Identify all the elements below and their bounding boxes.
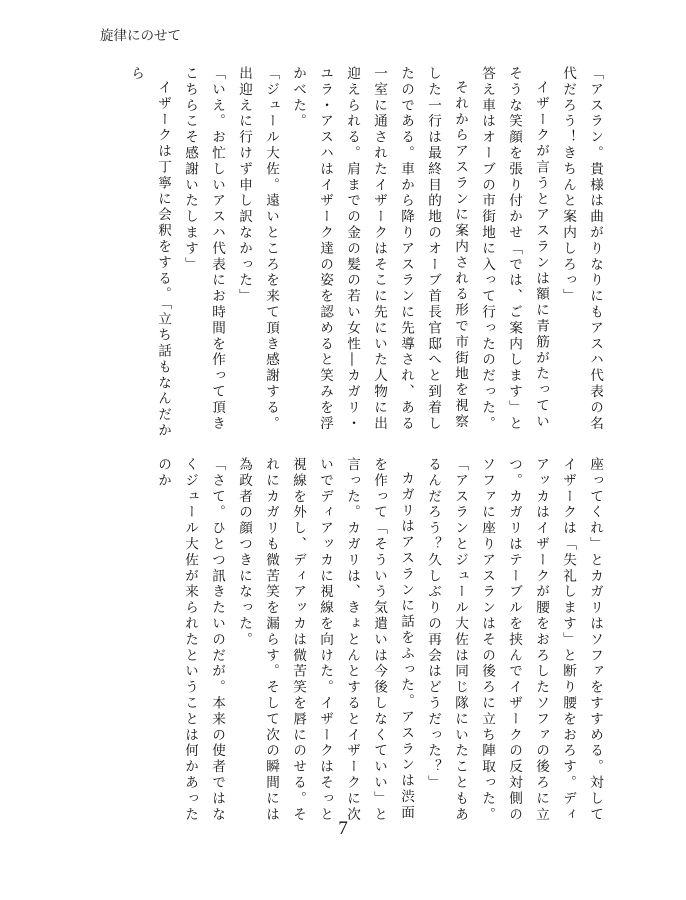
page-number: 7 [338, 818, 348, 839]
lower-text-block [108, 457, 608, 829]
paragraph: 「さて。ひとつ訊きたいのだが。本来の使者ではなくジュール大佐が来られたということは何かあったのか [155, 457, 225, 823]
paragraph: 「ジュール大佐。遠いところを来て頂き感謝する。出迎えに行けず申し訳なかった」 [236, 66, 279, 432]
paragraph: 「いえ。お忙しいアスハ代表にお時間を作って頂きこちらこそ感謝いたします」 [182, 66, 225, 432]
paragraph: 座ってくれ」とカガリはソファをすすめる。対してイザークは「失礼します」と断り腰をおろす。ディアッカはイザークが腰をおろしたソファの後ろに立つ。カガリはテーブルを挟んでイザークの反対側のソファに座りアスランはその後ろに立ち陣取った。 [479, 457, 603, 823]
paragraph: 「アスランとジュール大佐は同じ隊にいたこともあるんだろう？久しぶりの再会はどうだった？」 [425, 457, 468, 823]
paragraph: カガリはアスランに話をふった。アスランは渋面を作って「そういう気遣いは今後しなくていい」と言った。カガリは、きょとんとするとイザークに次いでディアッカに視線を向けた。イザークはそっと視線を外し、ディアッカは微苦笑を唇にのせる。それにカガリも微苦笑を漏らす。そして次の瞬間には為政者の顔つきになった。 [236, 457, 414, 823]
paragraph: それからアスランに案内される形で市街地を視察した一行は最終目的地のオーブ首長官邸へと到着したのである。車から降りアスランに先導され、ある一室に通されたイザークはそこに先にいた人物に出迎えられる。肩までの金の髪の若い女性―カガリ・ユラ・アスハはイザーク達の姿を認めると笑みを浮かべた。 [290, 66, 468, 432]
upper-text-block [108, 66, 608, 444]
paragraph: 「アスラン。貴様は曲がりなりにもアスハ代表の名代だろう！きちんと案内しろっ」 [560, 66, 603, 432]
paragraph: イザークが言うとアスランは額に青筋がたっていそうな笑顔を張り付かせ「では、ご案内します」と答え車はオーブの市街地に入って行ったのだった。 [479, 66, 549, 432]
running-header: 旋律にのせて [100, 28, 181, 44]
paragraph: イザークは丁寧に会釈をする。「立ち話もなんだから [128, 66, 171, 439]
